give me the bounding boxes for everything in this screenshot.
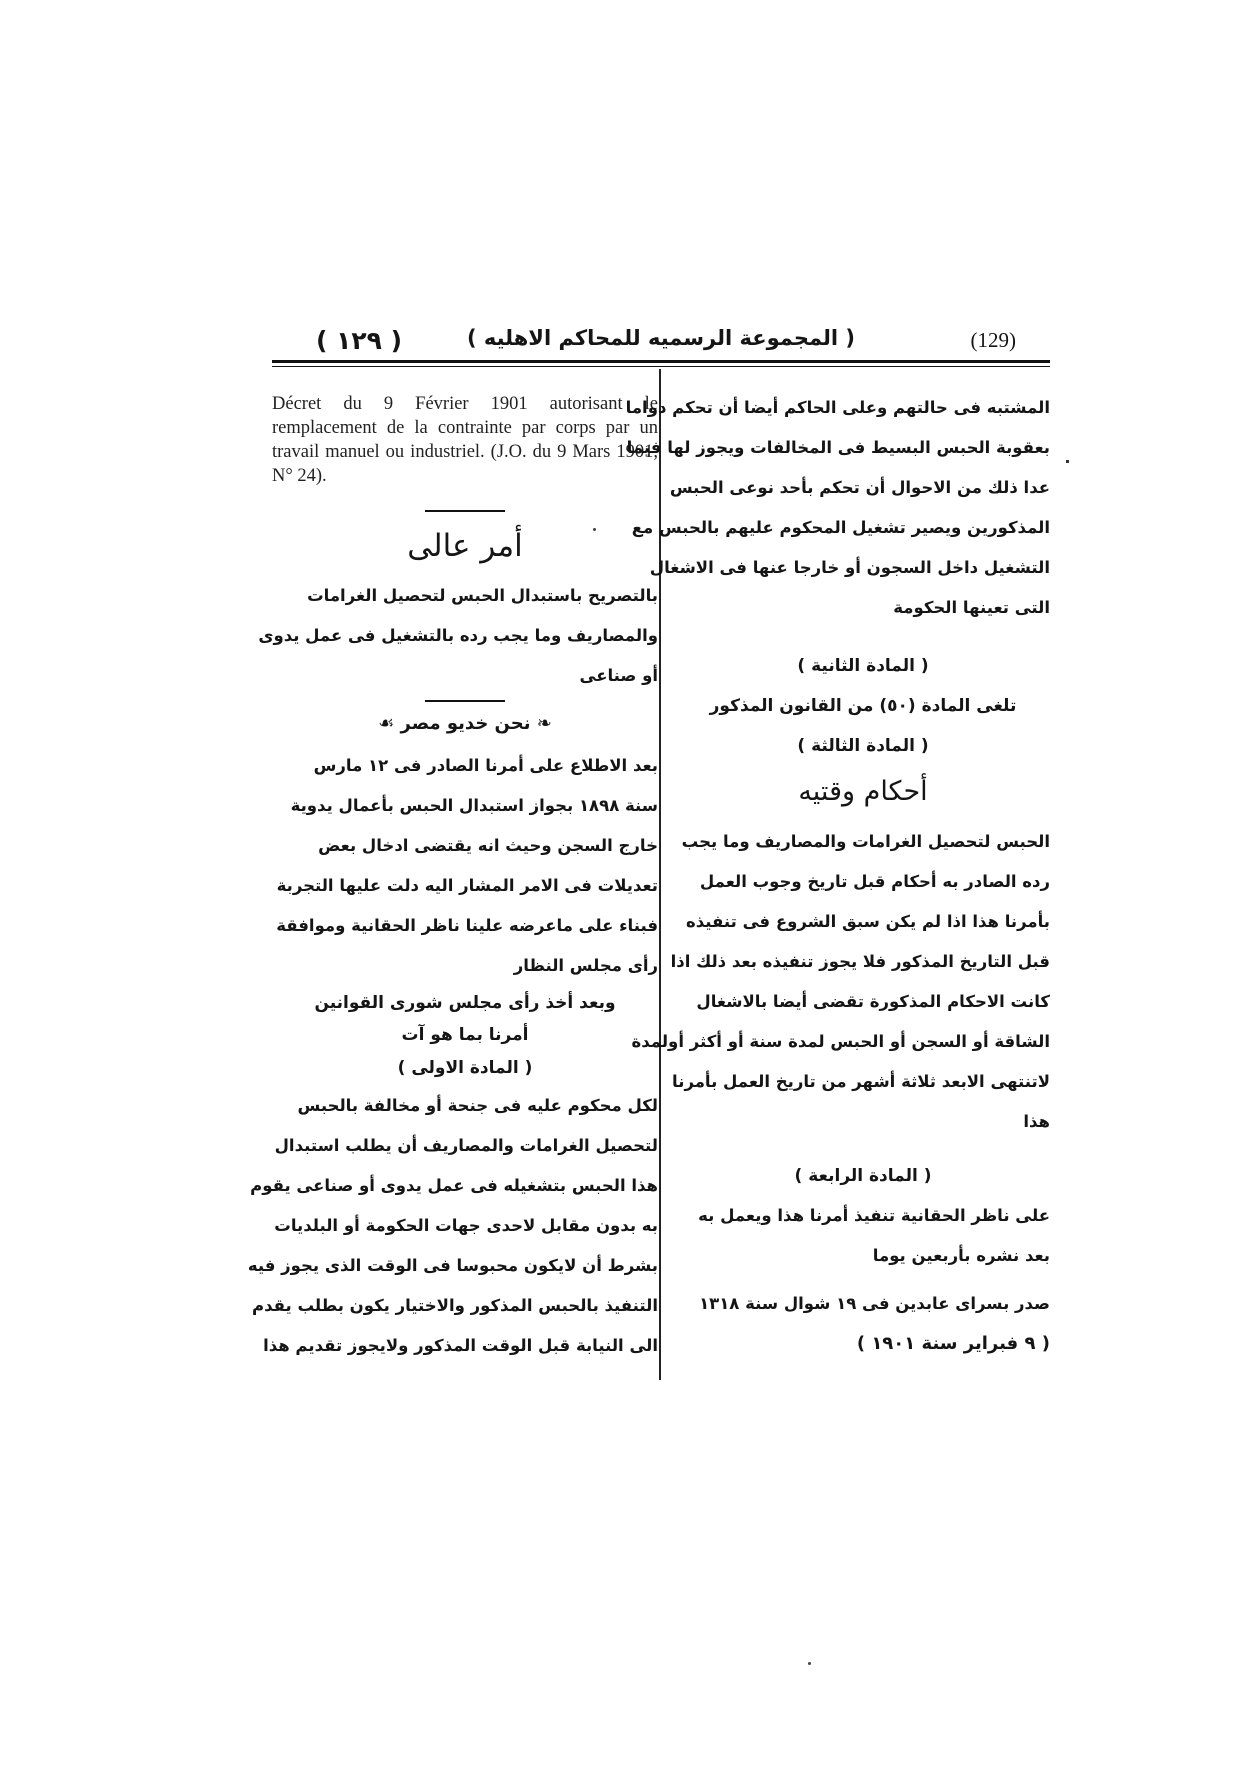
article-3-heading: ( المادة الثالثة ) [797, 736, 929, 756]
continuation-line: عدا ذلك من الاحوال أن تحكم بأحد نوعى الحبس [669, 478, 1050, 497]
after-advice-line: وبعد أخذ رأى مجلس شورى القوانين [314, 993, 616, 1013]
page-number-arabic: ( ١٢٩ ) [316, 326, 403, 355]
decree-subject-line: والمصاريف وما يجب رده بالتشغيل فى عمل يدوى [258, 626, 658, 645]
article-1-line: بشرط أن لايكون محبوسا فى الوقت الذى يجوز فيه [247, 1256, 658, 1275]
article-1-line: لكل محكوم عليه فى جنحة أو مخالفة بالحبس [297, 1096, 658, 1115]
article-3-line: هذا [1023, 1112, 1050, 1131]
preamble-line: سنة ١٨٩٨ بجواز استبدال الحبس بأعمال يدوية [290, 796, 658, 815]
scan-speck [808, 1662, 811, 1665]
transitional-heading: أحكام وقتيه [798, 776, 928, 807]
left-column [247, 392, 658, 1366]
continuation-line: التى تعينها الحكومة [893, 598, 1050, 617]
gregorian-date: ( ٩ فبراير سنة ١٩٠١ ) [856, 1333, 1050, 1354]
article-4-heading: ( المادة الرابعة ) [794, 1166, 932, 1186]
right-column [625, 388, 1050, 1364]
continuation-line: التشغيل داخل السجون أو خارجا عنها فى الاشغال [649, 558, 1050, 577]
page-number-latin: (129) [970, 328, 1016, 352]
article-3-line: الشاقة أو السجن أو الحبس لمدة سنة أو أكثر أولمدة [631, 1032, 1050, 1051]
decree-subject-line: أو صناعى [579, 666, 658, 685]
article-1-heading: ( المادة الاولى ) [397, 1058, 533, 1078]
khedive-line: ❧ نحن خديو مصر ☙ [378, 713, 552, 734]
article-1-line: لتحصيل الغرامات والمصاريف أن يطلب استبدال [274, 1136, 658, 1155]
article-1-line: التنفيذ بالحبس المذكور والاختيار يكون بطلب يقدم [252, 1296, 658, 1315]
continuation-line: بعقوبة الحبس البسيط فى المخالفات ويجوز لها فيما [626, 438, 1050, 457]
article-4-line: على ناظر الحقانية تنفيذ أمرنا هذا ويعمل به [698, 1206, 1050, 1225]
french-decree-title: Décret du 9 Février 1901 autorisant le remplacement de la contrainte par corps par un travail manuel ou industriel. (J.O. du 9 Mars 1901, N° 24). [272, 394, 658, 486]
running-header [272, 322, 1050, 362]
article-3-line: قبل التاريخ المذكور فلا يجوز تنفيذه بعد ذلك اذا [670, 952, 1050, 971]
issued-line: صدر بسراى عابدين فى ١٩ شوال سنة ١٣١٨ [699, 1294, 1050, 1313]
article-1-line: الى النيابة قبل الوقت المذكور ولايجوز تقديم هذا [263, 1336, 658, 1355]
scan-speck [1066, 460, 1069, 463]
collection-title: ( المجموعة الرسميه للمحاكم الاهليه ) [466, 326, 856, 350]
ornament-icon: ❧ [530, 713, 552, 734]
article-2-heading: ( المادة الثانية ) [797, 656, 929, 676]
ornament-icon: ☙ [378, 713, 401, 734]
article-4-line: بعد نشره بأربعين يوما [872, 1246, 1050, 1265]
article-3-line: الحبس لتحصيل الغرامات والمصاريف وما يجب [681, 832, 1050, 851]
header-rule-thin [272, 366, 1050, 367]
article-3-line: رده الصادر به أحكام قبل تاريخ وجوب العمل [699, 872, 1050, 891]
header-rule-thick [272, 360, 1050, 363]
article-3-line: لاتنتهى الابعد ثلاثة أشهر من تاريخ العمل بأمرنا [672, 1072, 1050, 1091]
article-3-line: بأمرنا هذا اذا لم يكن سبق الشروع فى تنفيذه [686, 912, 1050, 931]
preamble-line: خارج السجن وحيث انه يقتضى ادخال بعض [318, 836, 658, 855]
article-1-line: به بدون مقابل لاحدى جهات الحكومة أو البلديات [274, 1216, 658, 1235]
article-2-text: تلغى المادة (٥٠) من القانون المذكور [709, 696, 1017, 716]
preamble-line: فبناء على ماعرضه علينا ناظر الحقانية وموافقة [276, 916, 658, 935]
decree-heading: أمر عالى [407, 528, 523, 564]
continuation-line: المشتبه فى حالتهم وعلى الحاكم أيضا أن تحكم دواما [625, 398, 1050, 417]
preamble-line: رأى مجلس النظار [513, 956, 658, 975]
we-ordered-line: أمرنا بما هو آت [401, 1025, 529, 1045]
continuation-line: المذكورين ويصير تشغيل المحكوم عليهم بالحبس مع [631, 518, 1050, 537]
article-3-line: كانت الاحكام المذكورة تقضى أيضا بالاشغال [696, 992, 1050, 1011]
preamble-line: بعد الاطلاع على أمرنا الصادر فى ١٢ مارس [313, 756, 658, 775]
article-1-line: هذا الحبس بتشغيله فى عمل يدوى أو صناعى يقوم [250, 1176, 658, 1195]
decree-subject-line: بالتصريح باستبدال الحبس لتحصيل الغرامات [307, 586, 658, 605]
preamble-line: تعديلات فى الامر المشار اليه دلت عليها التجربة [276, 876, 658, 895]
